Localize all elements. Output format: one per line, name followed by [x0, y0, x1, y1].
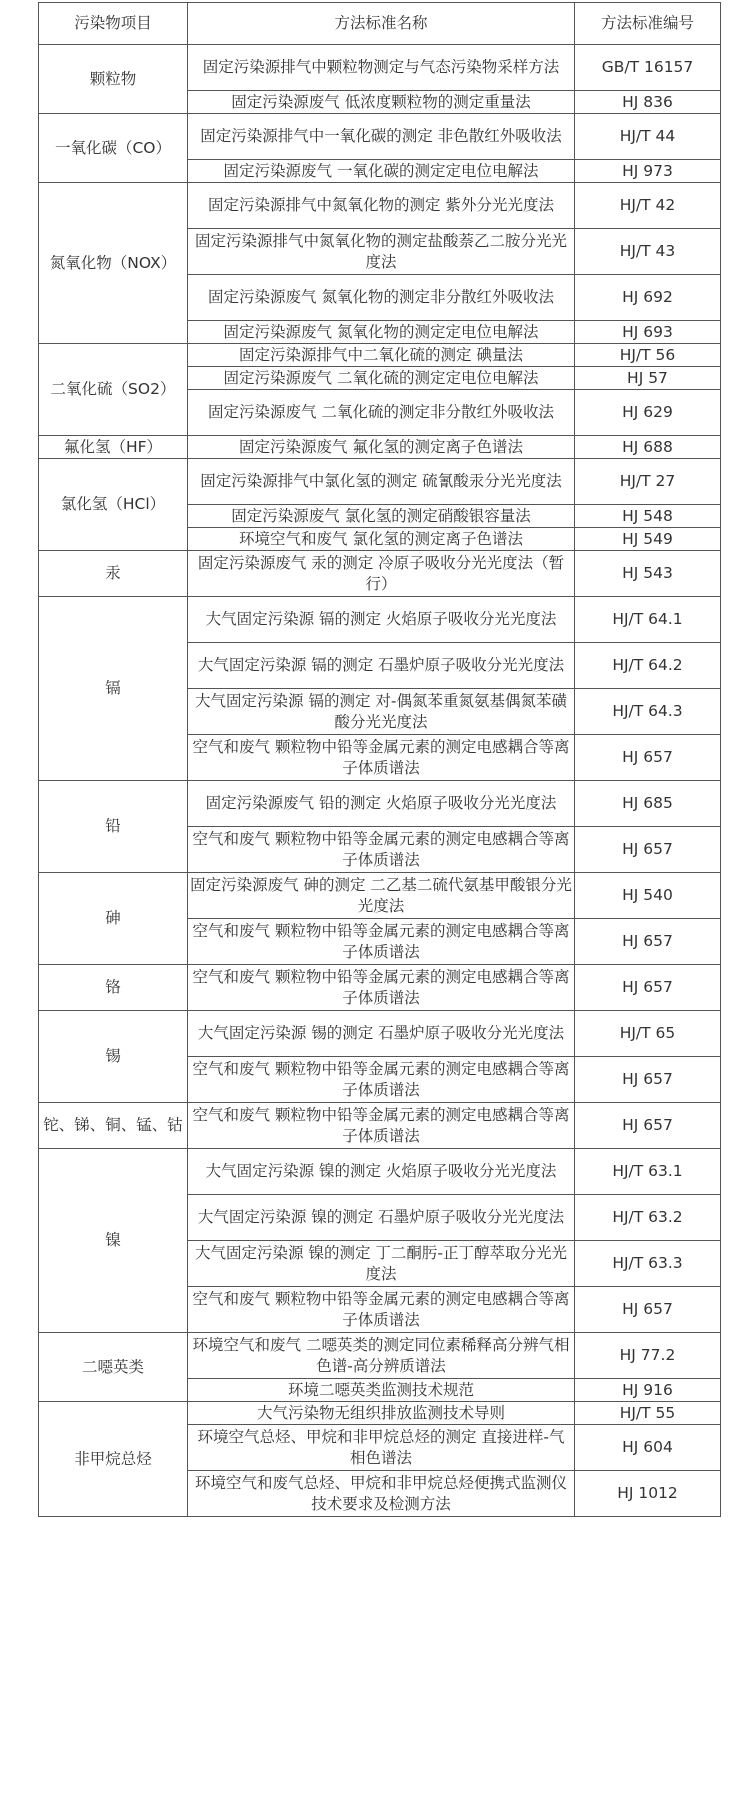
pollutant-cell: 锡 — [39, 1011, 188, 1103]
method-code-cell: HJ/T 63.3 — [575, 1241, 721, 1287]
method-name-cell: 固定污染源排气中二氧化硫的测定 碘量法 — [188, 344, 575, 367]
table-row — [39, 873, 721, 919]
method-name-cell: 固定污染源废气 一氧化碳的测定定电位电解法 — [188, 160, 575, 183]
table-row — [39, 436, 721, 459]
method-code-cell: HJ 657 — [575, 1103, 721, 1149]
table-row — [39, 459, 721, 505]
method-code-cell: HJ/T 63.2 — [575, 1195, 721, 1241]
method-name-cell: 固定污染源排气中一氧化碳的测定 非色散红外吸收法 — [188, 114, 575, 160]
method-name-cell: 固定污染源排气中颗粒物测定与气态污染物采样方法 — [188, 45, 575, 91]
method-code-cell: HJ 543 — [575, 551, 721, 597]
pollutant-cell: 一氧化碳（CO） — [39, 114, 188, 183]
method-code-cell: HJ/T 55 — [575, 1402, 721, 1425]
method-name-cell: 大气固定污染源 锡的测定 石墨炉原子吸收分光光度法 — [188, 1011, 575, 1057]
method-name-cell: 环境空气和废气 氯化氢的测定离子色谱法 — [188, 528, 575, 551]
method-name-cell: 大气污染物无组织排放监测技术导则 — [188, 1402, 575, 1425]
method-name-cell: 固定污染源排气中氮氧化物的测定盐酸萘乙二胺分光光度法 — [188, 229, 575, 275]
standards-table — [38, 2, 721, 1517]
pollutant-cell: 二氧化硫（SO2） — [39, 344, 188, 436]
method-code-cell: HJ/T 64.1 — [575, 597, 721, 643]
method-code-cell: HJ 629 — [575, 390, 721, 436]
method-name-cell: 空气和废气 颗粒物中铅等金属元素的测定电感耦合等离子体质谱法 — [188, 735, 575, 781]
method-name-cell: 空气和废气 颗粒物中铅等金属元素的测定电感耦合等离子体质谱法 — [188, 1057, 575, 1103]
method-name-cell: 固定污染源排气中氮氧化物的测定 紫外分光光度法 — [188, 183, 575, 229]
table-body — [39, 45, 721, 1517]
pollutant-cell: 砷 — [39, 873, 188, 965]
method-name-cell: 固定污染源废气 氮氧化物的测定非分散红外吸收法 — [188, 275, 575, 321]
method-code-cell: HJ 548 — [575, 505, 721, 528]
table-row — [39, 114, 721, 160]
method-name-cell: 大气固定污染源 镉的测定 石墨炉原子吸收分光光度法 — [188, 643, 575, 689]
header-method-code: 方法标准编号 — [575, 3, 721, 45]
method-name-cell: 大气固定污染源 镉的测定 火焰原子吸收分光光度法 — [188, 597, 575, 643]
method-name-cell: 固定污染源废气 铅的测定 火焰原子吸收分光光度法 — [188, 781, 575, 827]
pollutant-cell: 汞 — [39, 551, 188, 597]
method-name-cell: 固定污染源废气 二氧化硫的测定定电位电解法 — [188, 367, 575, 390]
method-code-cell: HJ/T 27 — [575, 459, 721, 505]
method-code-cell: HJ 685 — [575, 781, 721, 827]
pollutant-cell: 铅 — [39, 781, 188, 873]
method-name-cell: 固定污染源废气 氟化氢的测定离子色谱法 — [188, 436, 575, 459]
method-code-cell: GB/T 16157 — [575, 45, 721, 91]
method-name-cell: 固定污染源废气 氮氧化物的测定定电位电解法 — [188, 321, 575, 344]
method-code-cell: HJ 540 — [575, 873, 721, 919]
method-name-cell: 固定污染源排气中氯化氢的测定 硫氰酸汞分光光度法 — [188, 459, 575, 505]
method-name-cell: 环境空气和废气总烃、甲烷和非甲烷总烃便携式监测仪技术要求及检测方法 — [188, 1471, 575, 1517]
method-code-cell: HJ 549 — [575, 528, 721, 551]
method-name-cell: 空气和废气 颗粒物中铅等金属元素的测定电感耦合等离子体质谱法 — [188, 919, 575, 965]
method-code-cell: HJ/T 43 — [575, 229, 721, 275]
method-code-cell: HJ 1012 — [575, 1471, 721, 1517]
method-name-cell: 大气固定污染源 镉的测定 对-偶氮苯重氮氨基偶氮苯磺酸分光光度法 — [188, 689, 575, 735]
table-row — [39, 1011, 721, 1057]
header-method-name: 方法标准名称 — [188, 3, 575, 45]
method-name-cell: 环境空气和废气 二噁英类的测定同位素稀释高分辨气相色谱-高分辨质谱法 — [188, 1333, 575, 1379]
method-code-cell: HJ/T 63.1 — [575, 1149, 721, 1195]
pollutant-cell: 镉 — [39, 597, 188, 781]
method-name-cell: 环境空气总烃、甲烷和非甲烷总烃的测定 直接进样-气相色谱法 — [188, 1425, 575, 1471]
method-name-cell: 固定污染源废气 砷的测定 二乙基二硫代氨基甲酸银分光光度法 — [188, 873, 575, 919]
method-name-cell: 环境二噁英类监测技术规范 — [188, 1379, 575, 1402]
pollutant-cell: 氟化氢（HF） — [39, 436, 188, 459]
table-row — [39, 965, 721, 1011]
method-code-cell: HJ 692 — [575, 275, 721, 321]
method-name-cell: 空气和废气 颗粒物中铅等金属元素的测定电感耦合等离子体质谱法 — [188, 827, 575, 873]
method-name-cell: 固定污染源废气 氯化氢的测定硝酸银容量法 — [188, 505, 575, 528]
method-code-cell: HJ/T 64.3 — [575, 689, 721, 735]
table-row — [39, 1402, 721, 1425]
pollutant-cell: 氯化氢（HCl） — [39, 459, 188, 551]
method-code-cell: HJ 836 — [575, 91, 721, 114]
header-row — [39, 3, 721, 45]
method-name-cell: 固定污染源废气 汞的测定 冷原子吸收分光光度法（暂行） — [188, 551, 575, 597]
method-name-cell: 固定污染源废气 二氧化硫的测定非分散红外吸收法 — [188, 390, 575, 436]
table-row — [39, 597, 721, 643]
table-row — [39, 781, 721, 827]
table-row — [39, 1103, 721, 1149]
table-row — [39, 344, 721, 367]
method-code-cell: HJ 657 — [575, 827, 721, 873]
method-code-cell: HJ/T 44 — [575, 114, 721, 160]
table-row — [39, 45, 721, 91]
table-row — [39, 551, 721, 597]
method-code-cell: HJ 57 — [575, 367, 721, 390]
method-name-cell: 固定污染源废气 低浓度颗粒物的测定重量法 — [188, 91, 575, 114]
pollutant-cell: 非甲烷总烃 — [39, 1402, 188, 1517]
method-code-cell: HJ 657 — [575, 735, 721, 781]
method-name-cell: 大气固定污染源 镍的测定 火焰原子吸收分光光度法 — [188, 1149, 575, 1195]
table-row — [39, 1333, 721, 1379]
pollutant-cell: 二噁英类 — [39, 1333, 188, 1402]
method-code-cell: HJ 657 — [575, 1057, 721, 1103]
pollutant-cell: 铊、锑、铜、锰、钴 — [39, 1103, 188, 1149]
table-row — [39, 183, 721, 229]
method-name-cell: 大气固定污染源 镍的测定 石墨炉原子吸收分光光度法 — [188, 1195, 575, 1241]
method-code-cell: HJ 688 — [575, 436, 721, 459]
method-code-cell: HJ 693 — [575, 321, 721, 344]
pollutant-cell: 铬 — [39, 965, 188, 1011]
method-code-cell: HJ/T 65 — [575, 1011, 721, 1057]
method-name-cell: 空气和废气 颗粒物中铅等金属元素的测定电感耦合等离子体质谱法 — [188, 1103, 575, 1149]
method-name-cell: 空气和废气 颗粒物中铅等金属元素的测定电感耦合等离子体质谱法 — [188, 1287, 575, 1333]
method-code-cell: HJ 916 — [575, 1379, 721, 1402]
method-code-cell: HJ/T 64.2 — [575, 643, 721, 689]
pollutant-cell: 颗粒物 — [39, 45, 188, 114]
method-code-cell: HJ/T 42 — [575, 183, 721, 229]
method-code-cell: HJ 657 — [575, 965, 721, 1011]
method-name-cell: 空气和废气 颗粒物中铅等金属元素的测定电感耦合等离子体质谱法 — [188, 965, 575, 1011]
method-code-cell: HJ 604 — [575, 1425, 721, 1471]
header-pollutant: 污染物项目 — [39, 3, 188, 45]
method-code-cell: HJ 657 — [575, 919, 721, 965]
method-code-cell: HJ 77.2 — [575, 1333, 721, 1379]
pollutant-cell: 氮氧化物（NOX） — [39, 183, 188, 344]
pollutant-cell: 镍 — [39, 1149, 188, 1333]
method-code-cell: HJ 657 — [575, 1287, 721, 1333]
method-code-cell: HJ 973 — [575, 160, 721, 183]
method-name-cell: 大气固定污染源 镍的测定 丁二酮肟-正丁醇萃取分光光度法 — [188, 1241, 575, 1287]
table-row — [39, 1149, 721, 1195]
method-code-cell: HJ/T 56 — [575, 344, 721, 367]
